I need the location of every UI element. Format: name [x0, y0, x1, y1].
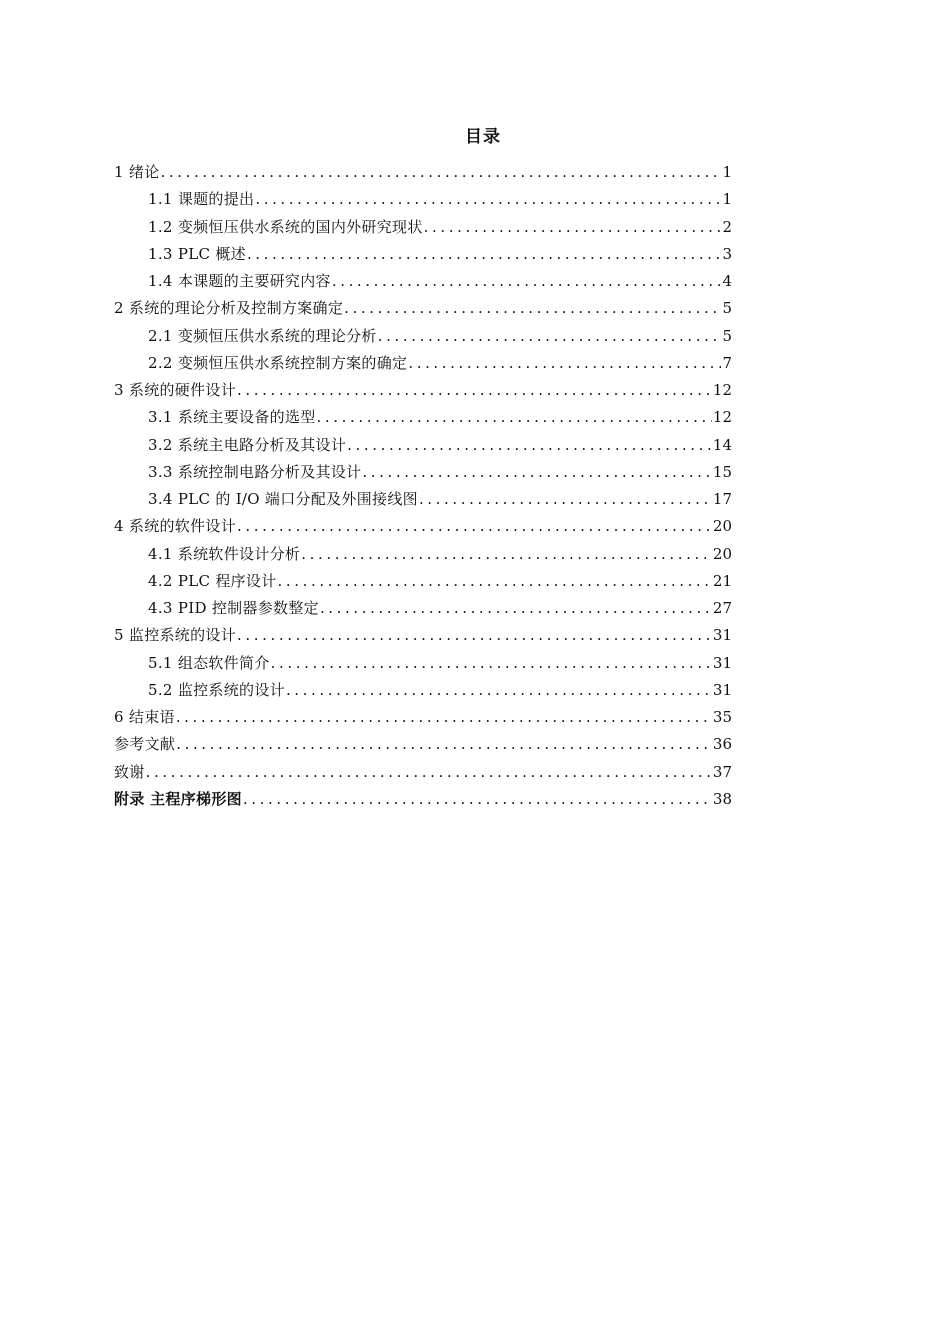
toc-leader-dots [362, 459, 711, 486]
toc-list [114, 159, 732, 813]
toc-entry-page: 4 [722, 272, 732, 290]
toc-entry-label: 3.2 系统主电路分析及其设计 [148, 435, 347, 454]
toc-entry-label: 4 系统的软件设计 [114, 517, 237, 536]
toc-entry-page: 3 [722, 244, 732, 263]
toc-entry-label: 1.4 本课题的主要研究内容 [148, 272, 331, 290]
toc-entry-page: 31 [712, 680, 732, 699]
toc-leader-dots [408, 350, 721, 377]
toc-leader-dots [424, 214, 722, 241]
toc-entry[interactable] [114, 486, 732, 513]
toc-entry-page: 21 [712, 571, 732, 590]
toc-entry-page: 31 [712, 653, 732, 672]
toc-entry-page: 12 [712, 381, 732, 399]
toc-entry-label: 4.2 PLC 程序设计 [148, 571, 277, 590]
toc-leader-dots [317, 404, 712, 431]
toc-leader-dots [176, 731, 712, 758]
toc-entry-page: 12 [712, 408, 732, 427]
toc-entry-label: 2.1 变频恒压供水系统的理论分析 [148, 326, 377, 345]
toc-leader-dots [301, 541, 712, 568]
toc-entry[interactable] [114, 731, 732, 758]
toc-entry-page: 2 [722, 217, 732, 236]
toc-entry-page: 1 [722, 190, 732, 209]
toc-entry[interactable] [114, 595, 732, 622]
toc-entry[interactable] [114, 268, 732, 295]
toc-leader-dots [344, 295, 721, 322]
toc-entry-page: 5 [722, 299, 732, 318]
toc-leader-dots [419, 486, 712, 513]
toc-entry[interactable] [114, 432, 732, 459]
toc-entry-label: 5.1 组态软件简介 [148, 653, 270, 672]
toc-leader-dots [247, 241, 722, 268]
toc-entry-page: 15 [712, 462, 732, 481]
toc-leader-dots [237, 622, 712, 649]
toc-entry-label: 2.2 变频恒压供水系统控制方案的确定 [148, 353, 408, 372]
toc-leader-dots [271, 650, 712, 677]
toc-entry-page: 20 [712, 517, 732, 536]
toc-entry-label: 5.2 监控系统的设计 [148, 680, 285, 699]
toc-entry[interactable] [114, 650, 732, 677]
toc-leader-dots [347, 432, 712, 459]
toc-entry-page: 5 [722, 326, 732, 345]
toc-leader-dots [237, 513, 712, 540]
toc-entry-page: 7 [722, 353, 732, 372]
toc-entry[interactable] [114, 350, 732, 377]
toc-entry[interactable] [114, 513, 732, 540]
toc-entry-label: 致谢 [114, 762, 145, 781]
toc-entry[interactable] [114, 786, 732, 813]
toc-leader-dots [161, 159, 722, 186]
toc-entry-page: 36 [712, 735, 732, 754]
toc-entry[interactable] [114, 704, 732, 731]
toc-entry-label: 2 系统的理论分析及控制方案确定 [114, 299, 344, 318]
toc-leader-dots [146, 759, 712, 786]
toc-entry-label: 3.3 系统控制电路分析及其设计 [148, 462, 362, 481]
toc-entry[interactable] [114, 377, 732, 404]
toc-entry-page: 27 [712, 599, 732, 617]
toc-entry[interactable] [114, 186, 732, 213]
toc-leader-dots [320, 595, 712, 622]
toc-entry-label: 4.1 系统软件设计分析 [148, 544, 301, 563]
toc-entry-page: 37 [712, 762, 732, 781]
toc-entry[interactable] [114, 541, 732, 568]
toc-entry-label: 1.3 PLC 概述 [148, 244, 246, 263]
toc-leader-dots [332, 268, 722, 295]
toc-entry[interactable] [114, 459, 732, 486]
toc-entry[interactable] [114, 159, 732, 186]
toc-entry-label: 附录 主程序梯形图 [114, 789, 242, 808]
toc-entry-label: 3.4 PLC 的 I/O 端口分配及外围接线图 [148, 490, 418, 508]
toc-leader-dots [255, 186, 721, 213]
toc-entry[interactable] [114, 241, 732, 268]
toc-entry-page: 14 [712, 435, 732, 454]
toc-entry-label: 3 系统的硬件设计 [114, 381, 237, 399]
toc-leader-dots [278, 568, 712, 595]
toc-entry-label: 3.1 系统主要设备的选型 [148, 408, 316, 427]
toc-entry[interactable] [114, 677, 732, 704]
toc-entry-label: 1 绪论 [114, 163, 160, 181]
toc-entry-label: 5 监控系统的设计 [114, 626, 237, 645]
toc-leader-dots [286, 677, 712, 704]
toc-entry-label: 参考文献 [114, 735, 176, 754]
toc-entry-label: 4.3 PID 控制器参数整定 [148, 599, 319, 617]
toc-entry-label: 6 结束语 [114, 708, 175, 726]
toc-entry[interactable] [114, 295, 732, 322]
toc-leader-dots [243, 786, 712, 813]
toc-entry-page: 38 [712, 789, 732, 808]
toc-entry-page: 1 [722, 163, 732, 181]
toc-entry[interactable] [114, 404, 732, 431]
toc-leader-dots [237, 377, 712, 404]
toc-entry[interactable] [114, 323, 732, 350]
toc-entry-page: 17 [712, 490, 732, 508]
toc-entry-page: 20 [712, 544, 732, 563]
toc-entry-page: 35 [712, 708, 732, 726]
toc-entry[interactable] [114, 622, 732, 649]
toc-entry-label: 1.2 变频恒压供水系统的国内外研究现状 [148, 217, 423, 236]
toc-title: 目录 [465, 127, 501, 147]
toc-entry[interactable] [114, 568, 732, 595]
toc-entry[interactable] [114, 759, 732, 786]
toc-entry-label: 1.1 课题的提出 [148, 190, 255, 209]
toc-leader-dots [176, 704, 712, 731]
toc-entry-page: 31 [712, 626, 732, 645]
toc-leader-dots [378, 323, 722, 350]
toc-entry[interactable] [114, 214, 732, 241]
